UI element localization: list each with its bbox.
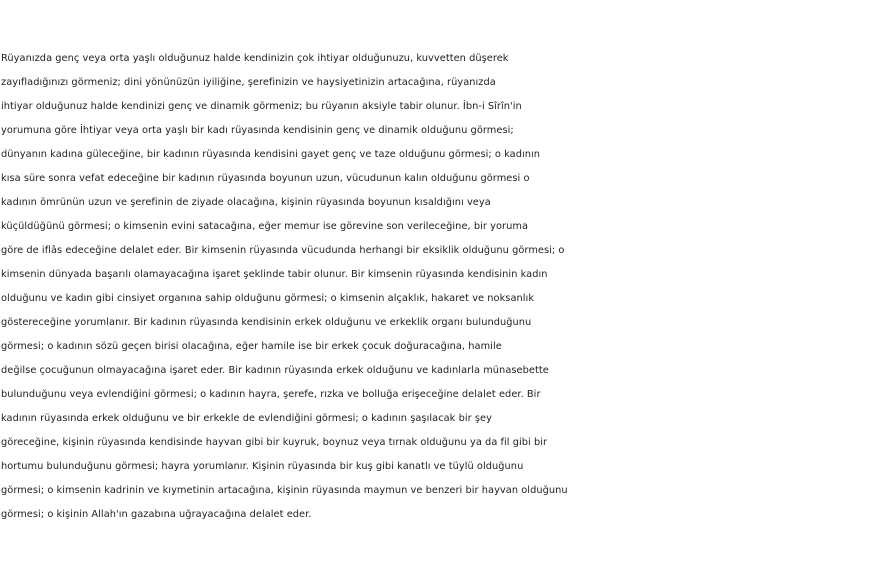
paragraph-line: olduğunu ve kadın gibi cinsiyet organına sahip olduğunu görmesi; o kimsenin alçaklık, hakaret ve noksanlık [1, 293, 535, 304]
paragraph-line: göreceğine, kişinin rüyasında kendisinde hayvan gibi bir kuyruk, boynuz veya tırnak olduğunu ya da fil gibi bir [1, 437, 548, 448]
paragraph-line: kadının ömrünün uzun ve şerefinin de ziyade olacağına, kişinin rüyasında boyunun kısaldığını veya [1, 197, 491, 208]
paragraph-line: dünyanın kadına güleceğine, bir kadının rüyasında kendisini gayet genç ve taze olduğunu görmesi; o kadının [1, 149, 541, 160]
paragraph-line: hortumu bulunduğunu görmesi; hayra yorumlanır. Kişinin rüyasında bir kuş gibi kanatlı ve tüylü olduğunu [1, 461, 524, 472]
paragraph-line: göre de iflâs edeceğine delalet eder. Bir kimsenin rüyasında vücudunda herhangi bir eksiklik olduğunu görmesi; o [1, 245, 565, 256]
paragraph-line: kimsenin dünyada başarılı olamayacağına işaret şeklinde tabir olunur. Bir kimsenin rüyasında kendisinin kadın [1, 269, 548, 280]
article-body [0, 47, 880, 527]
paragraph-line: değilse çocuğunun olmayacağına işaret eder. Bir kadının rüyasında erkek olduğunu ve kadınlarla münasebette [1, 365, 549, 376]
paragraph-line: bulunduğunu veya evlendiğini görmesi; o kadının hayra, şerefe, rızka ve bolluğa erişeceğine delalet eder. Bir [1, 389, 541, 400]
paragraph-line: kısa süre sonra vefat edeceğine bir kadının rüyasında boyunun uzun, vücudunun kalın olduğunu görmesi o [1, 173, 530, 184]
paragraph-line: görmesi; o kişinin Allah'ın gazabına uğrayacağına delalet eder. [1, 509, 312, 520]
paragraph-line: zayıfladığınızı görmeniz; dini yönünüzün iyiliğine, şerefinizin ve haysiyetinizin artacağına, rüyanızda [1, 77, 496, 88]
paragraph-line: ihtiyar olduğunuz halde kendinizi genç ve dinamik görmeniz; bu rüyanın aksiyle tabir olunur. İbn-i Sîrîn'in [1, 101, 522, 112]
paragraph-line: küçüldüğünü görmesi; o kimsenin evini satacağına, eğer memur ise görevine son verileceğine, bir yoruma [1, 221, 529, 232]
paragraph-line: yorumuna göre İhtiyar veya orta yaşlı bir kadı rüyasında kendisinin genç ve dinamik olduğunu görmesi; [1, 125, 514, 136]
paragraph-line: Rüyanızda genç veya orta yaşlı olduğunuz halde kendinizin çok ihtiyar olduğunuzu, kuvvetten düşerek [1, 53, 509, 64]
paragraph-line: görmesi; o kadının sözü geçen birisi olacağına, eğer hamile ise bir erkek çocuk doğuracağına, hamile [1, 341, 502, 352]
paragraph-line: kadının rüyasında erkek olduğunu ve bir erkekle de evlendiğini görmesi; o kadının şaşılacak bir şey [1, 413, 492, 424]
paragraph-line: göstereceğine yorumlanır. Bir kadının rüyasında kendisinin erkek olduğunu ve erkeklik organı bulunduğunu [1, 317, 532, 328]
paragraph-line: görmesi; o kimsenin kadrinin ve kıymetinin artacağına, kişinin rüyasında maymun ve benzeri bir hayvan olduğunu [1, 485, 568, 496]
